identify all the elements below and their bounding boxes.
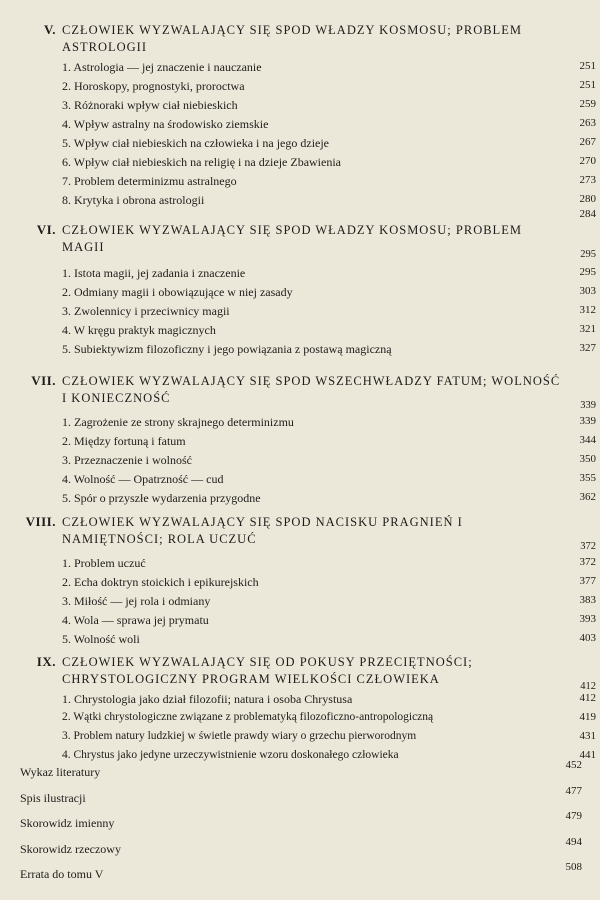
chapter-ix bbox=[0, 654, 600, 766]
chapter-heading bbox=[0, 514, 600, 552]
toc-entry[interactable] bbox=[0, 413, 600, 432]
entry-page: 494 bbox=[565, 835, 582, 848]
entry-label: 2. Między fortuną i fatum bbox=[62, 434, 186, 448]
entry-page: 393 bbox=[579, 613, 596, 625]
toc-entry[interactable] bbox=[0, 77, 600, 96]
chapter-v bbox=[0, 22, 600, 224]
entry-page: 355 bbox=[579, 472, 596, 484]
entry-label: 1. Zagrożenie ze strony skrajnego determinizmu bbox=[62, 415, 294, 429]
entry-page: 327 bbox=[579, 342, 596, 354]
entry-label: Errata do tomu V bbox=[20, 867, 104, 881]
chapter-vii bbox=[0, 373, 600, 508]
entry-page: 263 bbox=[579, 117, 596, 129]
toc-entry[interactable] bbox=[0, 96, 600, 115]
entry-page: 251 bbox=[579, 60, 596, 72]
entry-label: 1. Problem uczuć bbox=[62, 556, 146, 570]
chapter-page: 412 bbox=[580, 681, 596, 692]
entry-page: 441 bbox=[579, 749, 596, 761]
entry-label: 3. Różnoraki wpływ ciał niebieskich bbox=[62, 98, 238, 112]
chapter-title: CZŁOWIEK WYZWALAJĄCY SIĘ OD POKUSY PRZECIĘTNOŚCI; CHRYSTOLOGICZNY PROGRAM WIELKOŚCI CZŁOWIEKA bbox=[62, 655, 473, 686]
entry-page: 508 bbox=[565, 861, 582, 873]
chapter-title: CZŁOWIEK WYZWALAJĄCY SIĘ SPOD WŁADZY KOSMOSU; PROBLEM ASTROLOGII bbox=[62, 23, 522, 54]
entry-label: 2. Horoskopy, prognostyki, proroctwa bbox=[62, 79, 245, 93]
chapter-heading bbox=[0, 654, 600, 692]
entry-page: 403 bbox=[579, 632, 596, 644]
chapter-number: VII. bbox=[31, 373, 56, 388]
toc-entry[interactable] bbox=[0, 759, 600, 789]
entry-page: 303 bbox=[579, 285, 596, 297]
entry-page: 452 bbox=[565, 759, 582, 771]
entry-page: 362 bbox=[579, 491, 596, 503]
toc-entry[interactable] bbox=[0, 340, 600, 359]
entry-label: 2. Echa doktryn stoickich i epikurejskich bbox=[62, 575, 259, 589]
toc-entry[interactable] bbox=[0, 592, 600, 611]
entry-label: 4. Wolność — Opatrzność — cud bbox=[62, 472, 224, 486]
chapter-heading bbox=[0, 22, 600, 56]
entry-page: 431 bbox=[579, 730, 596, 742]
entry-page: 270 bbox=[579, 155, 596, 167]
chapter-number: IX. bbox=[36, 654, 56, 669]
entry-label: 4. W kręgu praktyk magicznych bbox=[62, 323, 216, 337]
toc-entry[interactable] bbox=[0, 489, 600, 508]
toc-entry[interactable] bbox=[0, 835, 600, 866]
entry-label: 5. Wolność woli bbox=[62, 632, 140, 646]
entry-page: 350 bbox=[579, 453, 596, 465]
entry-page: 377 bbox=[579, 575, 596, 587]
chapter-page: 372 bbox=[580, 541, 596, 552]
toc-entry[interactable] bbox=[0, 153, 600, 172]
entry-label: Wykaz literatury bbox=[20, 765, 101, 779]
entry-page: 295 bbox=[579, 266, 596, 278]
chapter-number: V. bbox=[44, 22, 56, 37]
chapter-viii bbox=[0, 514, 600, 649]
entry-page: 339 bbox=[579, 415, 596, 427]
chapter-vi bbox=[0, 222, 600, 359]
entry-page: 280 bbox=[579, 193, 596, 205]
entry-label: Skorowidz imienny bbox=[20, 816, 115, 830]
entry-label: 7. Problem determinizmu astralnego bbox=[62, 174, 237, 188]
toc-entry[interactable] bbox=[0, 709, 600, 728]
entry-label: 5. Spór o przyszłe wydarzenia przygodne bbox=[62, 491, 261, 505]
toc-entry[interactable] bbox=[0, 690, 600, 709]
toc-entry[interactable] bbox=[0, 264, 600, 283]
entry-label: 5. Wpływ ciał niebieskich na człowieka i na jego dzieje bbox=[62, 136, 330, 150]
entry-label: 6. Wpływ ciał niebieskich na religię i na dzieje Zbawienia bbox=[62, 155, 342, 169]
toc-entry[interactable] bbox=[0, 554, 600, 573]
chapter-number: VIII. bbox=[25, 514, 56, 529]
toc-entry[interactable] bbox=[0, 630, 600, 649]
entry-label: 1. Astrologia — jej znaczenie i nauczanie bbox=[62, 60, 262, 74]
entry-label: 2. Wątki chrystologiczne związane z problematyką filozoficzno-antropologiczną bbox=[62, 711, 434, 723]
chapter-title: CZŁOWIEK WYZWALAJĄCY SIĘ SPOD NACISKU PRAGNIEŃ I NAMIĘTNOŚCI; ROLA UCZUĆ bbox=[62, 515, 463, 546]
toc-entry[interactable] bbox=[0, 861, 600, 891]
entry-label: 2. Odmiany magii i obowiązujące w niej zasady bbox=[62, 285, 293, 299]
toc-entry[interactable] bbox=[0, 573, 600, 592]
entry-page: 284 bbox=[579, 208, 596, 220]
toc-entry[interactable] bbox=[0, 451, 600, 470]
toc-entry[interactable] bbox=[0, 191, 600, 210]
entry-page: 477 bbox=[565, 784, 582, 797]
toc-entry[interactable] bbox=[0, 115, 600, 134]
toc-entry[interactable] bbox=[0, 810, 600, 840]
toc-entry[interactable] bbox=[0, 283, 600, 302]
entry-page: 372 bbox=[579, 556, 596, 568]
entry-page: 273 bbox=[579, 174, 596, 186]
entry-label: 5. Subiektywizm filozoficzny i jego powiązania z postawą magiczną bbox=[62, 342, 392, 356]
entry-page: 267 bbox=[579, 136, 596, 148]
entry-page: 479 bbox=[565, 810, 582, 822]
toc-entry[interactable] bbox=[0, 302, 600, 321]
chapter-number: VI. bbox=[36, 222, 56, 237]
toc-entry[interactable] bbox=[0, 728, 600, 747]
chapter-title: CZŁOWIEK WYZWALAJĄCY SIĘ SPOD WŁADZY KOSMOSU; PROBLEM MAGII bbox=[62, 223, 522, 254]
entry-label: 1. Istota magii, jej zadania i znaczenie bbox=[62, 266, 246, 280]
entry-label: 4. Wola — sprawa jej prymatu bbox=[62, 613, 209, 627]
entry-label: 1. Chrystologia jako dział filozofii; natura i osoba Chrystusa bbox=[62, 692, 353, 706]
entry-label: 8. Krytyka i obrona astrologii bbox=[62, 193, 205, 207]
toc-entry[interactable] bbox=[0, 134, 600, 153]
chapter-page: 339 bbox=[580, 400, 596, 411]
entry-page: 412 bbox=[579, 692, 596, 704]
entry-page: 259 bbox=[579, 98, 596, 110]
entry-label: 3. Problem natury ludzkiej w świetle prawdy wiary o grzechu pierworodnym bbox=[62, 730, 417, 742]
entry-label: Skorowidz rzeczowy bbox=[20, 841, 121, 856]
toc-entry[interactable] bbox=[0, 611, 600, 630]
entry-page: 383 bbox=[579, 594, 596, 606]
entry-label: Spis ilustracji bbox=[20, 790, 86, 805]
entry-page: 321 bbox=[579, 323, 596, 335]
entry-page: 419 bbox=[579, 711, 596, 723]
chapter-heading bbox=[0, 222, 600, 260]
toc-entry[interactable] bbox=[0, 470, 600, 489]
entry-page: 251 bbox=[579, 79, 596, 91]
entry-page: 312 bbox=[579, 304, 596, 316]
chapter-title: CZŁOWIEK WYZWALAJĄCY SIĘ SPOD WSZECHWŁADZY FATUM; WOLNOŚĆ I KONIECZNOŚĆ bbox=[62, 374, 561, 405]
chapter-heading bbox=[0, 373, 600, 411]
toc-entry[interactable] bbox=[0, 172, 600, 191]
entry-page: 344 bbox=[579, 434, 596, 446]
back-matter bbox=[0, 759, 600, 891]
entry-label: 4. Wpływ astralny na środowisko ziemskie bbox=[62, 117, 269, 131]
toc-entry[interactable] bbox=[0, 784, 600, 815]
toc-entry[interactable] bbox=[0, 58, 600, 77]
chapter-page: 295 bbox=[580, 249, 596, 260]
toc-entry[interactable] bbox=[0, 321, 600, 340]
entry-label: 3. Zwolennicy i przeciwnicy magii bbox=[62, 304, 230, 318]
entry-label: 3. Miłość — jej rola i odmiany bbox=[62, 594, 211, 608]
entry-label: 3. Przeznaczenie i wolność bbox=[62, 453, 192, 467]
entry-label: 4. Chrystus jako jedyne urzeczywistnienie wzoru doskonałego człowieka bbox=[62, 749, 399, 761]
toc-entry[interactable] bbox=[0, 432, 600, 451]
